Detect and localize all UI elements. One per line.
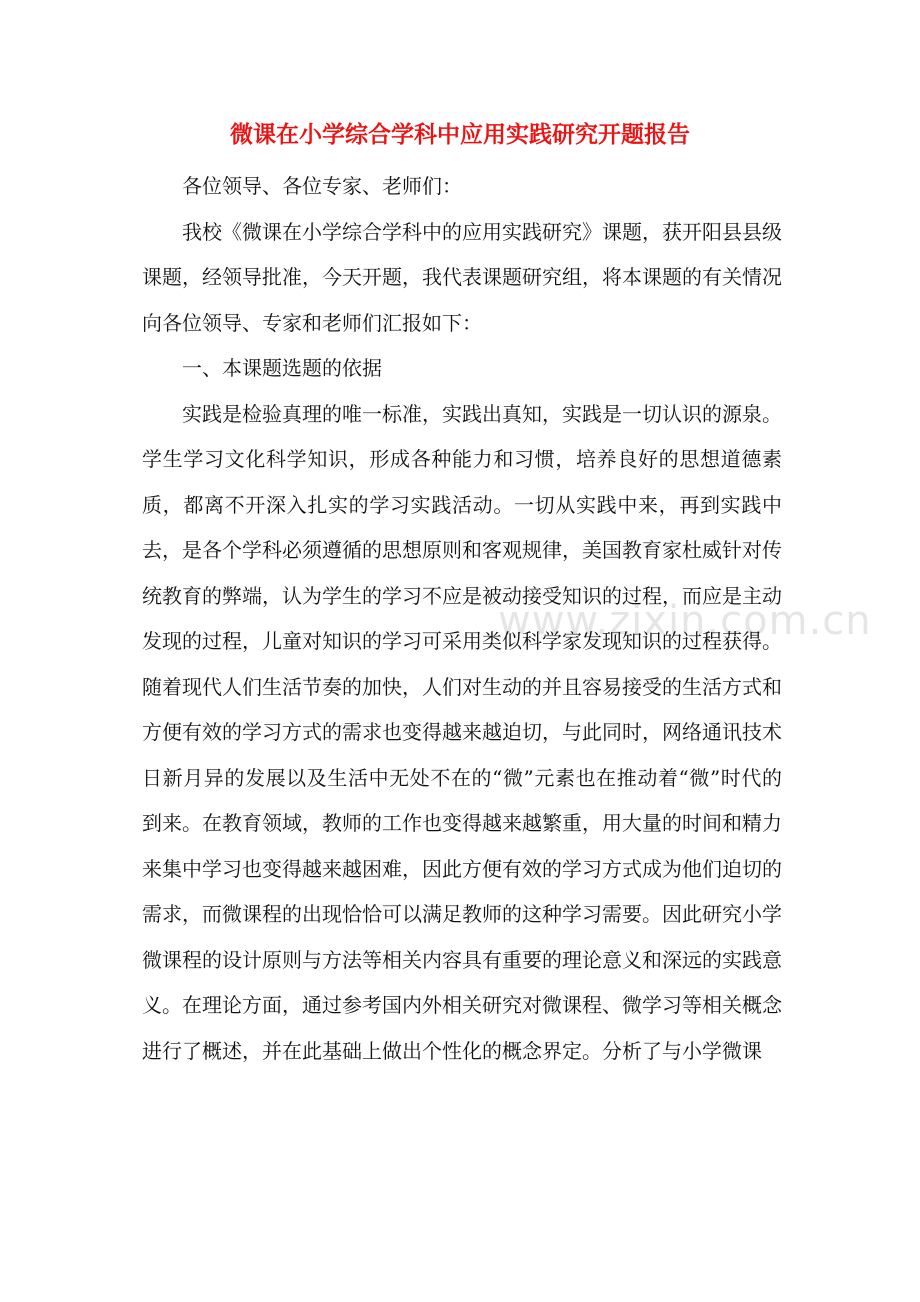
document-title: 微课在小学综合学科中应用实践研究开题报告 — [230, 121, 690, 148]
greeting-paragraph: 各位领导、各位专家、老师们： — [182, 174, 462, 198]
document-body — [142, 164, 782, 1074]
intro-paragraph: 我校《微课在小学综合学科中的应用实践研究》课题，获开阳县县级课题，经领导批准，今天开题，我代表课题研究组，将本课题的有关情况向各位领导、专家和老师们汇报如下： — [142, 219, 782, 335]
watermark-text: www.zixin.com.cn — [498, 598, 872, 644]
basis-paragraph: 实践是检验真理的唯一标准，实践出真知，实践是一切认识的源泉。学生学习文化科学知识，形成各种能力和习惯，培养良好的思想道德素质，都离不开深入扎实的学习实践活动。一切从实践中来，再到实践中去，是各个学科必须遵循的思想原则和客观规律，美国教育家杜威针对传统教育的弊端，认为学生的学习不应是被动接受知识的过程，而应是主动发现的过程，儿童对知识的学习可采用类似科学家发现知识的过程获得。随着现代人们生活节奏的加快，人们对生动的并且容易接受的生活方式和方便有效的学习方式的需求也变得越来越迫切，与此同时，网络通讯技术日新月异的发展以及生活中无处不在的“微”元素也在推动着“微”时代的到来。在教育领域，教师的工作也变得越来越繁重，用大量的时间和精力来集中学习也变得越来越困难，因此方便有效的学习方式成为他们迫切的需求，而微课程的出现恰恰可以满足教师的这种学习需要。因此研究小学微课程的设计原则与方法等相关内容具有重要的理论意义和深远的实践意义。在理论方面，通过参考国内外相关研究对微课程、微学习等相关概念进行了概述，并在此基础上做出个性化的概念界定。分析了与小学微课 — [142, 401, 782, 1063]
section-heading: 一、本课题选题的依据 — [182, 356, 382, 380]
